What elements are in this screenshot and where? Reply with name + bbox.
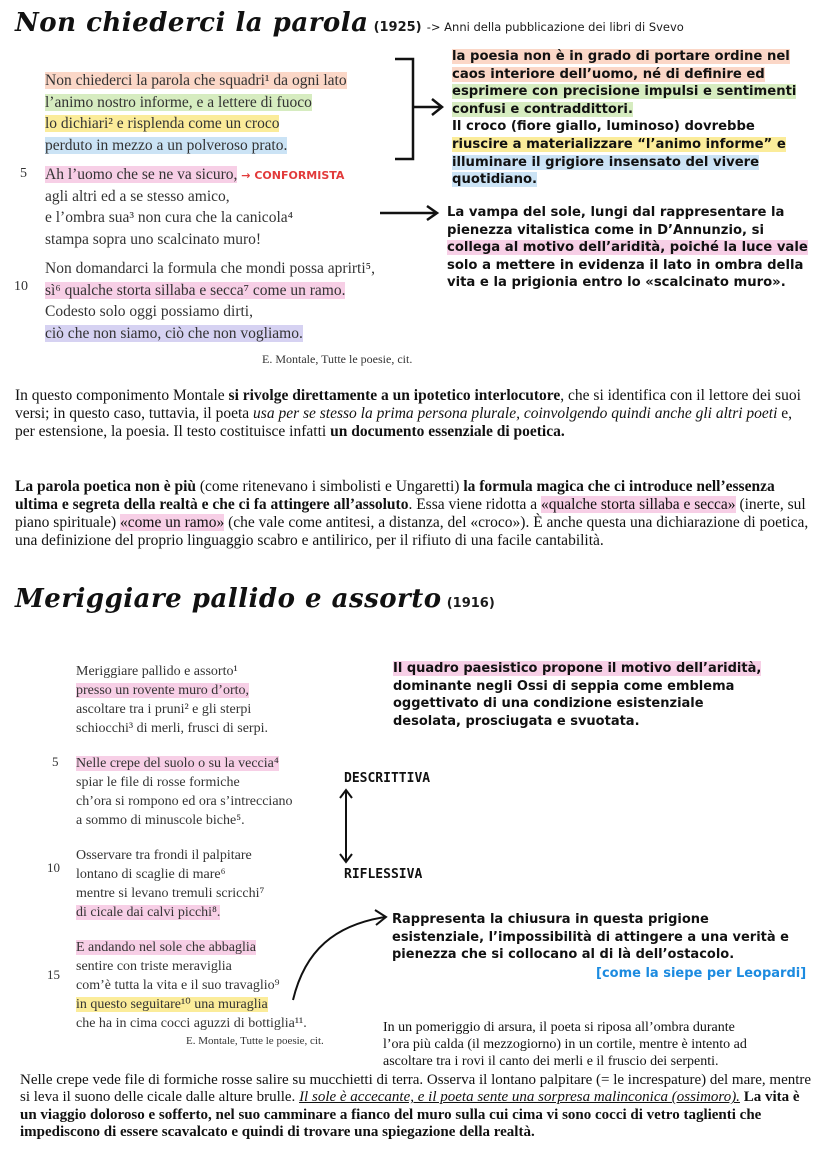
poem2-line-16: in questo seguitare¹⁰ una muraglia	[76, 997, 268, 1012]
para2-text-2: . Essa viene ridotta a	[408, 496, 542, 513]
poem2-line-15: com’è tutta la vita e il suo travaglio⁹	[76, 978, 280, 993]
section1-title: Non chiederci la parola	[15, 8, 369, 38]
poem2-line-3: ascoltare tra i pruni² e gli sterpi	[76, 702, 252, 717]
poem1-citation: E. Montale, Tutte le poesie, cit.	[262, 352, 413, 366]
section1-header	[15, 8, 684, 38]
section1-paragraph1	[15, 387, 815, 441]
para1-italic-1: usa per se stesso la prima persona plurale, coinvolgendo quindi anche gli altri poeti	[253, 405, 778, 422]
section1-year: (1925)	[373, 20, 422, 35]
section1-year-note: -> Anni della pubblicazione dei libri di Svevo	[426, 20, 684, 34]
conformista-note: → CONFORMISTA	[241, 169, 345, 182]
poem1-line-3-text: lo dichiari² e risplenda come un croco	[45, 115, 280, 132]
poem2-line-11: mentre si levano tremuli scricchi⁷	[76, 886, 265, 901]
section2-title: Meriggiare pallido e assorto	[15, 584, 442, 614]
section2-note2	[392, 911, 822, 964]
poem1-line-5-text: Ah l’uomo che se ne va sicuro,	[45, 166, 238, 183]
poem2-line-7: ch’ora si rompono ed ora s’intrecciano	[76, 794, 293, 809]
poem1-line-1	[45, 70, 375, 92]
poem1-line-9	[45, 258, 375, 280]
note2-line-5: vita e la prigionia entro lo «scalcinato muro».	[447, 275, 786, 291]
poem1-line-1-text: Non chiederci la parola che squadri¹ da ogni lato	[45, 72, 347, 89]
summary-line-2: l’ora più calda (il mezzogiorno) in un cortile, mentre è intento ad	[383, 1037, 747, 1052]
poem1-line-10	[45, 280, 375, 302]
para1-bold-1: si rivolge direttamente a un ipotetico interlocutore	[228, 387, 561, 404]
poem1	[45, 70, 375, 344]
poem2-line-number-10: 10	[47, 860, 60, 875]
poem2-line-5: Nelle crepe del suolo o su la veccia⁴	[76, 756, 279, 771]
poem1-line-8-text: stampa sopra uno scalcinato muro!	[45, 230, 262, 248]
s2-note1-line-2: dominante negli Ossi di seppia come emblema	[393, 678, 735, 694]
poem1-line-11	[45, 301, 375, 323]
poem1-line-7	[45, 207, 375, 229]
section2-note1	[393, 660, 818, 730]
leopardi-note: [come la siepe per Leopardi]	[596, 966, 807, 981]
section2-paragraph	[20, 1072, 815, 1141]
poem1-line-11-text: Codesto solo oggi possiamo dirti,	[45, 303, 253, 320]
s2-note1-line-1: Il quadro paesistico propone il motivo dell’aridità,	[393, 661, 762, 676]
note1-line-1: la poesia non è in grado di portare ordine nel	[452, 49, 790, 64]
note1-line-8: quotidiano.	[452, 172, 538, 188]
para2-text-3: (inerte, sul piano spirituale)	[15, 496, 806, 531]
poem2-line-9: Osservare tra frondi il palpitare	[76, 848, 252, 863]
poem2-line-14: sentire con triste meraviglia	[76, 959, 232, 974]
s2-note2-line-2: esistenziale, l’impossibilità di attingere a una verità e	[392, 929, 789, 945]
poem1-line-6-text: agli altri ed a se stesso amico,	[45, 187, 230, 205]
poem1-line-2-text: l’animo nostro informe, e a lettere di fuoco	[45, 93, 312, 111]
poem1-line-number-10: 10	[14, 279, 28, 294]
note1-line-7: illuminare il grigiore insensato del vivere	[452, 154, 760, 170]
poem2-line-number-15: 15	[47, 967, 60, 982]
poem2	[76, 662, 307, 1033]
para2-bold-1: La parola poetica non è più	[15, 478, 197, 495]
section1-note2	[447, 204, 822, 292]
note1-line-4: confusi e contraddittori.	[452, 101, 633, 117]
para1-text-2: , che si identifica con il lettore dei suoi versi; in questo caso, tuttavia, il poeta	[15, 387, 801, 422]
para2-bold-2: la formula magica che ci introduce nell’essenza ultima e segreta della realtà e che ci fa attingere all’assoluto	[15, 478, 775, 513]
poem2-line-6: spiar le file di rosse formiche	[76, 775, 240, 790]
poem1-line-4-text: perduto in mezzo a un polveroso prato.	[45, 136, 288, 154]
s2-para-bold: La vita è un viaggio doloroso e sofferto, nel suo camminare a fianco del muro sulla cui cima vi sono cocci di vetro taglienti che impediscono di essere scavalcato e quindi di trovare una spiegazione della realtà.	[20, 1089, 800, 1140]
note2-line-2: pienezza vitalistica come in D’Annunzio, si	[447, 222, 765, 238]
note1-line-5: Il croco (fiore giallo, luminoso) dovrebbe	[452, 119, 755, 135]
curved-arrow-icon	[285, 905, 395, 1005]
poem1-bracket-arrows	[380, 55, 450, 255]
poem1-line-5	[45, 164, 375, 186]
poem2-line-10: lontano di scaglie di mare⁶	[76, 867, 226, 882]
poem1-line-4	[45, 135, 375, 157]
para2-text-4: (che vale come antitesi, a distanza, del «croco»). È anche questa una dichiarazione di poetica, una definizione del proprio linguaggio scabro e antilirico, per il rifiuto di una facile cantabilità.	[15, 514, 809, 549]
poem1-line-2	[45, 92, 375, 114]
label-riflessiva: RIFLESSIVA	[344, 867, 423, 882]
poem2-line-1: Meriggiare pallido e assorto¹	[76, 664, 238, 679]
poem1-line-8	[45, 229, 375, 251]
section1-paragraph2	[15, 478, 815, 550]
poem1-line-6	[45, 186, 375, 208]
poem1-line-number-5: 5	[20, 166, 27, 181]
section1-note1	[452, 48, 822, 189]
poem2-line-4: schiocchi³ di merli, frusci di serpi.	[76, 721, 268, 736]
section2-header	[15, 584, 495, 614]
s2-para-text-1: Nelle crepe vede file di formiche rosse salire su mucchietti di terra. Osserva il lontano palpitare (= le increspature) del mare, mentre si leva il suono delle cicale dalle alture brulle.	[20, 1072, 812, 1106]
label-descrittiva: DESCRITTIVA	[344, 771, 431, 786]
double-arrow-icon	[336, 786, 356, 866]
note2-line-4: solo a mettere in evidenza il lato in ombra della	[447, 257, 804, 273]
para2-text-1: (come ritenevano i simbolisti e Ungaretti)	[196, 478, 464, 495]
s2-note1-line-4: desolata, prosciugata e svuotata.	[393, 713, 640, 729]
note1-line-2: caos interiore dell’uomo, né di definire ed	[452, 66, 765, 82]
para2-highlight-2: «come un ramo»	[120, 514, 225, 531]
section2-year: (1916)	[446, 596, 495, 611]
poem1-line-10-text: sì⁶ qualche storta sillaba e secca⁷ come un ramo.	[45, 281, 346, 299]
s2-note1-line-3: oggettivato di una condizione esistenziale	[393, 696, 704, 711]
poem2-line-8: a sommo di minuscole biche⁵.	[76, 813, 245, 828]
s2-note2-line-3: pienezza che si collocano al di là dell’ostacolo.	[392, 947, 735, 962]
poem2-line-17: che ha in cima cocci aguzzi di bottiglia¹¹.	[76, 1016, 307, 1031]
poem1-line-3	[45, 113, 375, 135]
poem1-line-9-text: Non domandarci la formula che mondi possa aprirti⁵,	[45, 260, 375, 277]
s2-para-italic: Il sole è accecante, e il poeta sente una sorpresa malinconica (ossimoro).	[299, 1089, 740, 1106]
para2-highlight-1: «qualche storta sillaba e secca»	[541, 496, 736, 513]
poem2-citation: E. Montale, Tutte le poesie, cit.	[186, 1035, 324, 1047]
para1-text-3: e, per estensione, la poesia. Il testo costituisce infatti	[15, 405, 793, 440]
poem2-line-13: E andando nel sole che abbaglia	[76, 940, 256, 955]
para1-bold-2: un documento essenziale di poetica.	[330, 423, 565, 440]
poem2-line-number-5: 5	[52, 754, 59, 769]
note2-line-1: La vampa del sole, lungi dal rappresentare la	[447, 205, 785, 220]
summary-line-3: ascoltare tra i rovi il canto dei merli e il fruscio dei serpenti.	[383, 1054, 719, 1069]
s2-note2-line-1: Rappresenta la chiusura in questa prigione	[392, 912, 709, 927]
poem1-line-7-text: e l’ombra sua³ non cura che la canicola⁴	[45, 209, 294, 226]
note1-line-3: esprimere con precisione impulsi e sentimenti	[452, 84, 797, 100]
poem1-line-12	[45, 323, 375, 345]
poem1-line-12-text: ciò che non siamo, ciò che non vogliamo.	[45, 324, 303, 342]
summary-line-1: In un pomeriggio di arsura, il poeta si riposa all’ombra durante	[383, 1020, 735, 1035]
poem2-line-2: presso un rovente muro d’orto,	[76, 683, 250, 698]
para1-text-1: In questo componimento Montale	[15, 387, 229, 404]
poem2-line-12: di cicale dai calvi picchi⁸.	[76, 905, 221, 920]
note1-line-6: riuscire a materializzare “l’animo informe” e	[452, 136, 786, 152]
note2-line-3: collega al motivo dell’aridità, poiché la luce vale	[447, 240, 808, 256]
section2-summary	[383, 1019, 823, 1070]
